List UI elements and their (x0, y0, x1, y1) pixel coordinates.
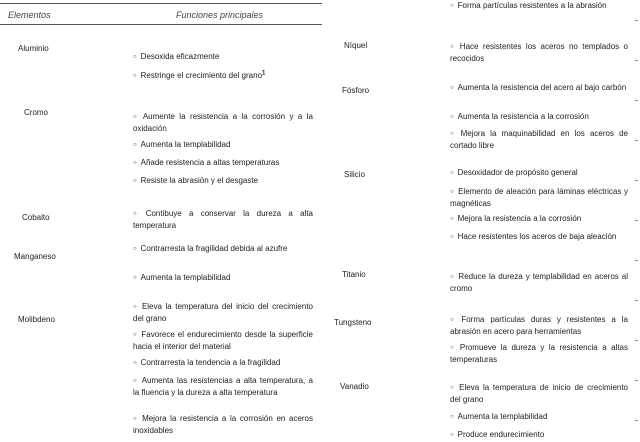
element-fosforo: Fósforo (342, 86, 370, 95)
header-functions: Funciones principales (176, 10, 264, 20)
element-manganeso: Manganeso (14, 252, 56, 261)
function-item: ○ Resiste la abrasión y el desgaste (133, 176, 313, 188)
edge-mark (635, 340, 638, 341)
element-silicio: Silicio (344, 170, 365, 179)
edge-mark (635, 220, 638, 221)
element-tungsteno: Tungsteno (334, 318, 372, 327)
function-item: ○ Reduce la dureza y templabilidad en aceros al cromo (450, 272, 628, 293)
function-item: ○ Favorece el endurecimiento desde la superficie hacia el interior del material (133, 330, 313, 351)
function-item: ○ Contrarresta la fragilidad debida al azufre (133, 244, 313, 256)
edge-mark (635, 100, 638, 101)
function-item: ○ Eleva la temperatura de inicio de crecimiento del grano (450, 383, 628, 404)
function-item: ○ Desoxida eficazmente (133, 52, 313, 64)
function-item: ○ Mejora la resistencia a la corrosión (450, 214, 628, 226)
element-aluminio: Aluminio (18, 44, 49, 53)
function-item: ○ Forma partículas duras y resistentes a la abrasión en acero para herramientas (450, 315, 628, 336)
function-item: ○ Mejora la resistencia a la corrosión en aceros inoxidables (133, 414, 313, 435)
function-item: ○ Contibuye a conservar la dureza a alta temperatura (133, 209, 313, 230)
edge-mark (635, 420, 638, 421)
right-table-column (330, 0, 632, 442)
function-item: ○ Aumenta la templabilidad (450, 412, 628, 424)
element-cromo: Cromo (24, 108, 49, 117)
header-bottom-rule (0, 24, 322, 25)
element-niquel: Níquel (344, 41, 368, 50)
function-item: ○ Mejora la maquinabilidad en los aceros de cortado libre (450, 129, 628, 150)
element-molibdeno: Molibdeno (18, 315, 55, 324)
function-item: ○ Aumente la resistencia a la corrosión y a la oxidación (133, 112, 313, 133)
edge-mark (635, 180, 638, 181)
edge-mark (635, 300, 638, 301)
function-item: ○ Elemento de aleación para láminas eléctricas y magnéticas (450, 187, 628, 208)
header-elements: Elementos (8, 10, 51, 20)
function-item: ○ Añade resistencia a altas temperaturas (133, 158, 313, 170)
function-item: ○ Aumenta la resistencia del acero al bajo carbón (450, 83, 628, 95)
function-item: ○ Forma partículas resistentes a la abrasión (450, 1, 628, 13)
function-item: ○ Aumenta la resistencia a la corrosión (450, 112, 628, 124)
edge-mark (635, 60, 638, 61)
function-item: ○ Promueve la dureza y la resistencia a altas temperaturas (450, 343, 628, 364)
element-vanadio: Vanadio (340, 382, 369, 391)
table-top-rule (0, 3, 322, 4)
footnote-marker: 1 (262, 70, 266, 77)
element-cobalto: Cobalto (22, 213, 50, 222)
function-item: ○ Contrarresta la tendencia a la fragilidad (133, 358, 313, 370)
function-item: ○ Desoxidador de propósito general (450, 168, 628, 180)
function-item: ○ Aumenta las resistencias a alta temperatura, a la fluencia y la dureza a alta temperatura (133, 376, 313, 397)
element-titanio: Titanio (342, 270, 366, 279)
function-item: ○ Restringe el crecimiento del grano$^1$ (133, 71, 313, 83)
function-item: ○ Hace resistentes los aceros de baja aleación (450, 232, 628, 244)
edge-mark (635, 140, 638, 141)
edge-mark (635, 380, 638, 381)
function-item: ○ Eleva la temperatura del inicio del crecimiento del grano (133, 302, 313, 323)
function-item: ○ Hace resistentes los aceros no templados o recocidos (450, 42, 628, 63)
function-item: ○ Aumenta la templabilidad (133, 140, 313, 152)
function-item: ○ Aumenta la templabilidad (133, 273, 313, 285)
function-item: ○ Produce endurecimiento (450, 430, 628, 442)
edge-mark (635, 260, 638, 261)
edge-mark (635, 20, 638, 21)
